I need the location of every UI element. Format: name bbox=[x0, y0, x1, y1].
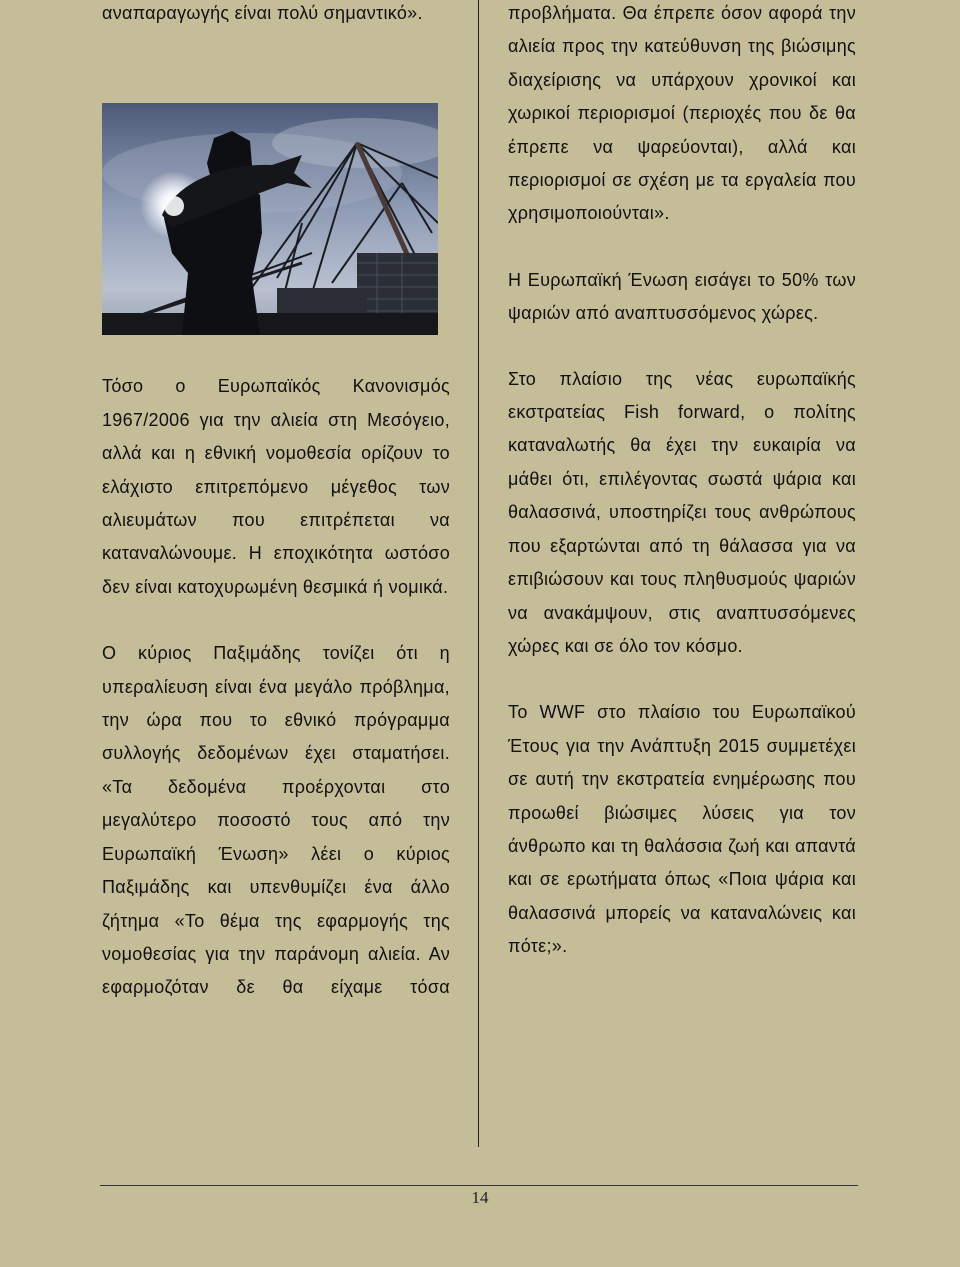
paragraph-campaign: Στο πλαίσιο της νέας ευρωπαϊκής εκστρατείας Fish forward, ο πολίτης καταναλωτής θα έχει την ευκαιρία να μάθει ότι, επιλέγοντας σωστά ψάρια και θαλασσινά, υποστηρίζει τους ανθρώπους που εξαρτώνται από τη θάλασσα για να επιβιώσουν και τους πληθυσμούς ψαριών να ανακάμψουν, στις αναπτυσσόμενες χώρες και σε όλο τον κόσμο. bbox=[508, 368, 856, 656]
right-column bbox=[508, 0, 856, 964]
paragraph-wwf: Το WWF στο πλαίσιο του Ευρωπαϊκού Έτους για την Ανάπτυξη 2015 συμμετέχει σε αυτή την εκστρατεία ενημέρωσης που προωθεί βιώσιμες λύσεις για τον άνθρωπο και τη θαλάσσια ζωή και απαντά και σε ερωτήματα όπως «Ποια ψάρια και θαλασσινά μπορείς να καταναλώνεις και πότε;». bbox=[508, 702, 856, 957]
paragraph-problems: προβλήματα. Θα έπρεπε όσον αφορά την αλιεία προς την κατεύθυνση της βιώσιμης διαχείρισης να υπάρχουν χρονικοί και χωρικοί περιορισμοί (περιοχές που δε θα έπρεπε να ψαρεύονται), αλλά και περιορισμοί σε σχέση με τα εργαλεία που χρησιμοποιούνται». bbox=[508, 3, 856, 224]
page-number: 14 bbox=[471, 1188, 489, 1207]
footer-rule bbox=[100, 1185, 858, 1186]
fisherman-silhouette-image bbox=[102, 103, 438, 335]
fisherman-photo bbox=[102, 103, 438, 335]
paragraph-regulation: Τόσο ο Ευρωπαϊκός Κανονισμός 1967/2006 για την αλιεία στη Μεσόγειο, αλλά και η εθνική νομοθεσία ορίζουν το ελάχιστο επιτρεπόμενο μέγεθος των αλιευμάτων που επιτρέπεται να καταναλώνουμε. Η εποχικότητα ωστόσο δεν είναι κατοχυρωμένη θεσμικά ή νομικά. bbox=[102, 376, 450, 597]
paragraph-imports: Η Ευρωπαϊκή Ένωση εισάγει το 50% των ψαριών από αναπτυσσόμενος χώρες. bbox=[508, 269, 856, 324]
paragraph-continued: αναπαραγωγής είναι πολύ σημαντικό». bbox=[102, 3, 423, 23]
paragraph-overfishing: Ο κύριος Παξιμάδης τονίζει ότι η υπεραλίευση είναι ένα μεγάλο πρόβλημα, την ώρα που το εθνικό πρόγραμμα συλλογής δεδομένων έχει σταματήσει. «Τα δεδομένα προέρχονται στο μεγαλύτερο ποσοστό τους από την Ευρωπαϊκή Ένωση» λέει ο κύριος Παξιμάδης και υπενθυμίζει ένα άλλο ζήτημα «Το θέμα της εφαρμογής της νομοθεσίας για την παράνομη αλιεία. Αν εφαρμοζόταν δε θα είχαμε τόσα bbox=[102, 643, 450, 998]
column-divider bbox=[478, 0, 479, 1147]
